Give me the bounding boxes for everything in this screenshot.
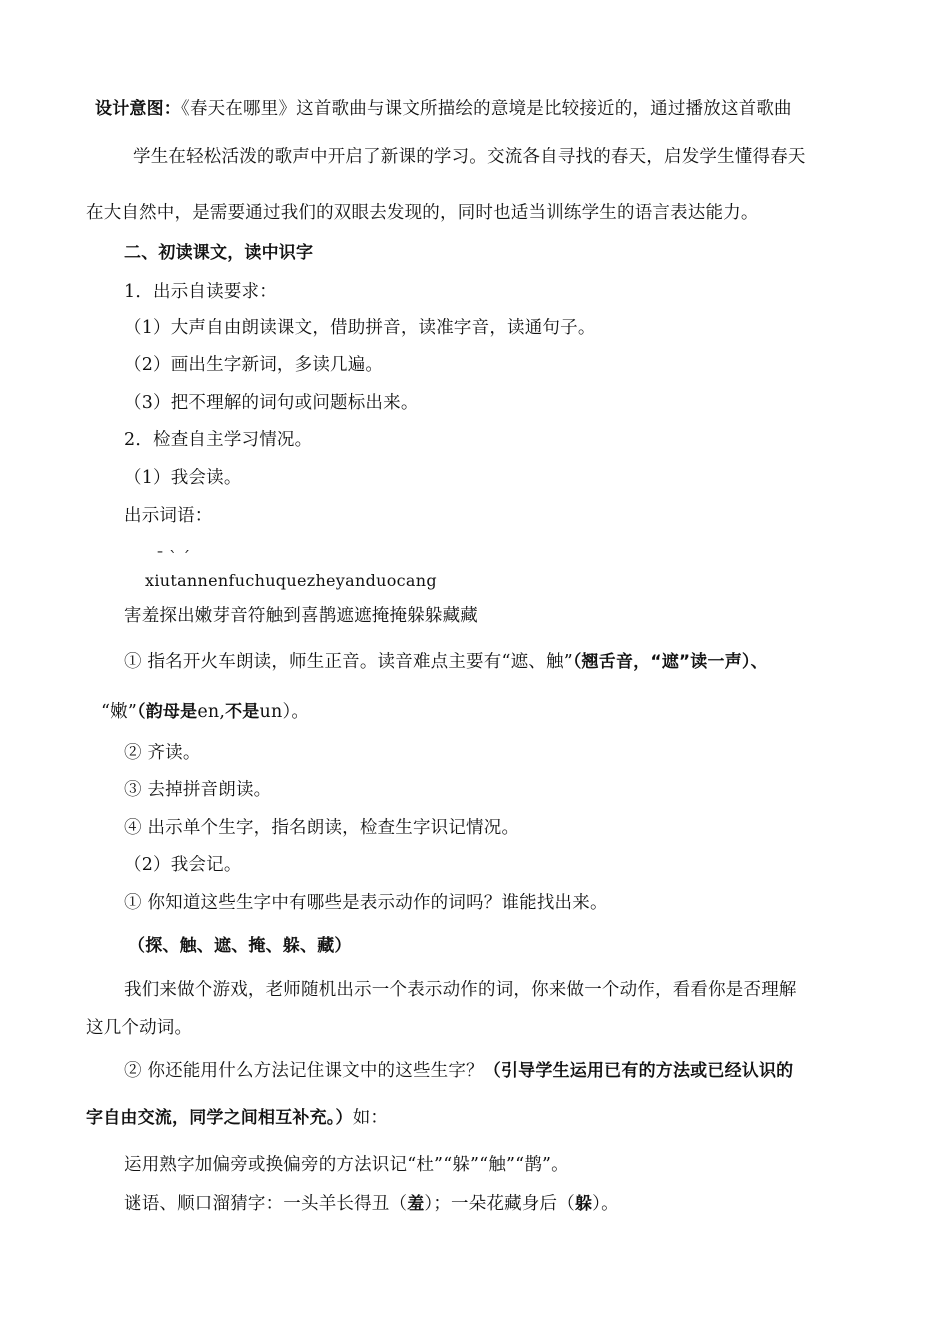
section-heading: 二、初读课文，读中识字 (124, 243, 314, 263)
question-2-guide-cont: 字自由交流，同学之间相互补充。） (86, 1108, 353, 1128)
step-1-text: ① 指名开火车朗读，师生正音。读音难点主要有“遮、触” (124, 652, 573, 672)
design-intent-text-1: 《春天在哪里》这首歌曲与课文所描绘的意境是比较接近的，通过播放这首歌曲 (181, 99, 792, 119)
step-3: ③ 去掉拼音朗读。 (124, 780, 272, 800)
question-2-example: 如： (352, 1108, 389, 1128)
sub-item-read: （1）我会读。 (124, 468, 242, 488)
step-1-final-en: en, (197, 702, 226, 722)
requirement-1: （1）大声自由朗读课文，借助拼音，读准字音，读通句子。 (124, 318, 596, 338)
step-1-final-un: un (259, 702, 283, 722)
design-intent-label: 设计意图： (95, 99, 181, 119)
step-1-not-label: 不是 (225, 702, 260, 722)
game-line-1: 我们来做个游戏，老师随机出示一个表示动作的词，你来做一个动作，看看你是否理解 (124, 980, 797, 1000)
game-line-2: 这几个动词。 (86, 1018, 193, 1038)
step-2: ② 齐读。 (124, 743, 201, 763)
design-intent-line-2: 学生在轻松活泼的歌声中开启了新课的学习。交流各自寻找的春天，启发学生懂得春天 (133, 147, 806, 167)
step-1-final-label: （韵母是 (137, 702, 198, 722)
riddle-2-answer: 躲 (574, 1194, 593, 1214)
question-2-guide: （引导学生运用已有的方法或已经认识的 (483, 1061, 794, 1081)
pinyin-row: xiutannenfuchuquezheyanduocang (145, 571, 437, 590)
list-item-1: 1．出示自读要求： (124, 282, 277, 302)
design-intent-line-3: 在大自然中，是需要通过我们的双眼去发现的，同时也适当训练学生的语言表达能力。 (86, 203, 759, 223)
step-4: ④ 出示单个生字，指名朗读，检查生字识记情况。 (124, 818, 520, 838)
sub-item-remember: （2）我会记。 (124, 855, 242, 875)
design-intent-line-1 (95, 97, 792, 121)
riddle-close: ）。 (592, 1194, 619, 1214)
requirement-3: （3）把不理解的词句或问题标出来。 (124, 393, 419, 413)
question-1-answer: （探、触、遮、掩、躲、藏） (128, 936, 352, 956)
question-2-text: ② 你还能用什么方法记住课文中的这些生字？ (124, 1061, 484, 1081)
question-1: ① 你知道这些生字中有哪些是表示动作的词吗？谁能找出来。 (124, 893, 608, 913)
question-2-line-1 (124, 1059, 793, 1083)
step-1-note: （翘舌音，“遮”读一声）、 (572, 652, 768, 672)
riddle-1: 谜语、顺口溜猜字：一头羊长得丑（ (124, 1194, 408, 1214)
riddle-2: ）；一朵花藏身后（ (424, 1194, 575, 1214)
method-2 (124, 1192, 619, 1216)
requirement-2: （2）画出生字新词，多读几遍。 (124, 355, 384, 375)
riddle-1-answer: 羞 (407, 1194, 425, 1214)
step-1-line-2 (101, 700, 309, 724)
question-2-line-2 (86, 1106, 388, 1130)
list-item-2: 2．检查自主学习情况。 (124, 430, 313, 450)
step-1-line-1 (124, 650, 768, 674)
step-1-word: “嫩” (101, 702, 137, 722)
step-1-close: ）。 (282, 702, 310, 722)
vocabulary-words: 害羞探出嫩芽音符触到喜鹊遮遮掩掩躲躲藏藏 (124, 606, 478, 626)
method-1: 运用熟字加偏旁或换偏旁的方法识记“杜”“躲”“触”“鹊”。 (124, 1155, 569, 1175)
show-words-label: 出示词语： (124, 506, 213, 526)
pinyin-tone-marks: ˉ ˋ ˊ (156, 548, 191, 567)
